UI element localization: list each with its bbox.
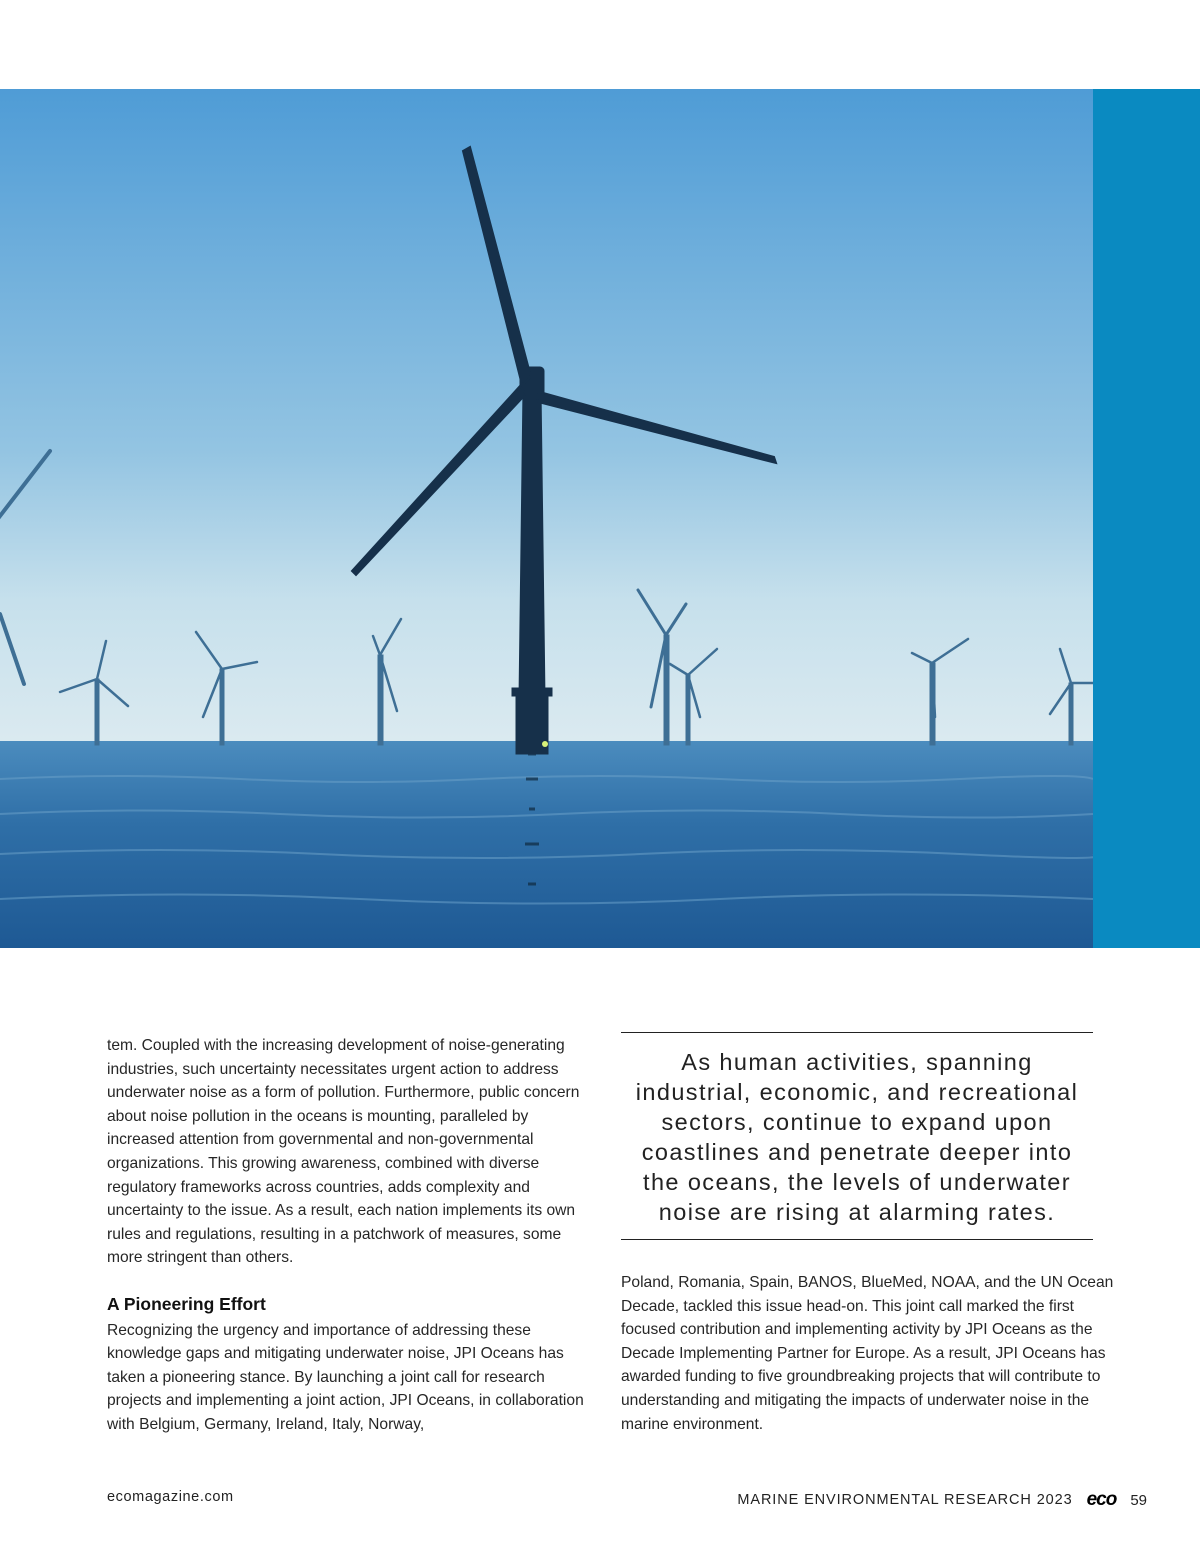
article-column-left [107,1034,593,1437]
wind-farm-photo [0,89,1093,948]
page-number: 59 [1130,1491,1147,1509]
accent-color-bar [1093,89,1200,948]
body-paragraph: Poland, Romania, Spain, BANOS, BlueMed, NOAA, and the UN Ocean Decade, tackled this issue head-on. This joint call marked the first focused contribution and implementing activity by JPI Oceans as the Decade Implementing Partner for Europe. As a result, JPI Oceans has awarded funding to five groundbreaking projects that will contribute to understanding and mitigating the impacts of underwater noise in the marine environment. [621,1274,1114,1433]
body-paragraph: tem. Coupled with the increasing development of noise-generating industries, such uncertainty necessitates urgent action to address underwater noise as a form of pollution. Furthermore, public concern about noise pollution in the oceans is mounting, paralleled by increased attention from governmental and non-governmental organizations. This growing awareness, combined with diverse regulatory frameworks across countries, adds complexity and uncertainty to the issue. As a result, each nation implements its own rules and regulations, resulting in a patchwork of measures, some more stringent than others. [107,1037,580,1267]
footer-right-group [737,1489,1147,1511]
footer-website[interactable]: ecomagazine.com [107,1489,234,1505]
body-paragraph: Recognizing the urgency and importance of addressing these knowledge gaps and mitigating underwater noise, JPI Oceans has taken a pioneering stance. By launching a joint call for research projects and implementing a joint action, JPI Oceans, in collaboration with Belgium, Germany, Ireland, Italy, Norway, [107,1321,584,1433]
article-column-right [621,1271,1116,1436]
eco-logo: eco [1086,1489,1117,1510]
section-heading: A Pioneering Effort [107,1293,266,1314]
pull-quote: As human activities, spanning industrial, economic, and recreational sectors, continue to expand upon coastlines and penetrate deeper into the oceans, the levels of underwater noise are rising at alarming rates. [621,1032,1093,1240]
footer-publication: MARINE ENVIRONMENTAL RESEARCH 2023 [737,1492,1073,1508]
page-footer [0,1489,1200,1511]
